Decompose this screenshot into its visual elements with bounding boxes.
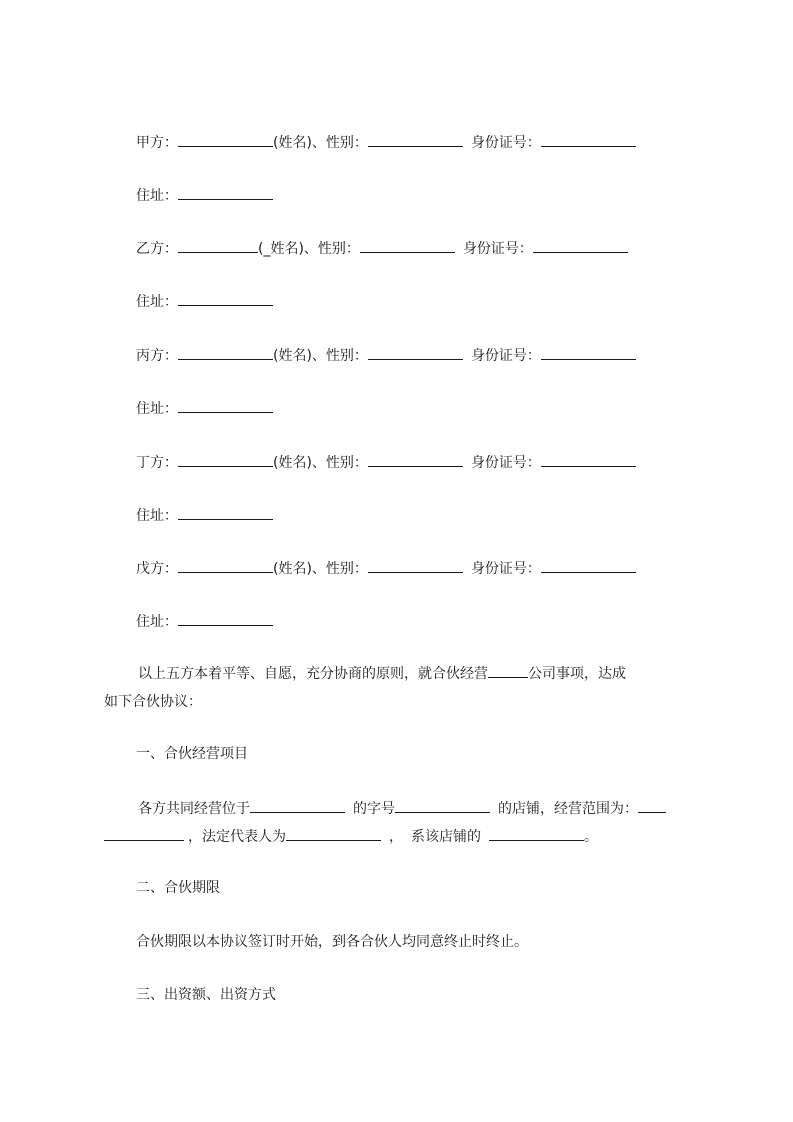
address-row-ding [136, 506, 273, 525]
name-gender-label: (姓名)、性别： [273, 348, 368, 364]
location-blank[interactable] [250, 799, 345, 813]
scope-blank[interactable] [638, 799, 666, 813]
section1-text: 各方共同经营位于 [138, 801, 250, 817]
address-label: 住址： [136, 401, 178, 417]
address-blank[interactable] [178, 399, 273, 413]
section3-heading: 三、出资额、出资方式 [136, 987, 276, 1003]
section1-text: 的字号 [353, 801, 395, 817]
name-gender-label: (姓名)、性别： [273, 455, 368, 471]
party-label: 甲方： [136, 135, 178, 151]
intro-paragraph [104, 660, 704, 716]
section1-text: 系该店铺的 [411, 829, 481, 845]
party-label: 乙方： [136, 241, 178, 257]
party-row-jia [136, 133, 636, 152]
gender-blank[interactable] [368, 133, 463, 147]
section1-heading: 一、合伙经营项目 [136, 746, 248, 762]
party-label: 丙方： [136, 348, 178, 364]
name-gender-label: (姓名)、性别： [273, 561, 368, 577]
company-blank[interactable] [488, 664, 528, 678]
address-row-bing [136, 399, 273, 418]
id-label: 身份证号： [470, 455, 541, 471]
brand-blank[interactable] [395, 799, 490, 813]
scope-blank-cont[interactable] [104, 827, 184, 841]
id-label: 身份证号： [470, 561, 541, 577]
section1-paragraph [104, 795, 704, 851]
party-label: 戊方： [136, 561, 178, 577]
name-blank[interactable] [178, 346, 273, 360]
address-label: 住址： [136, 188, 178, 204]
party-label: 丁方： [136, 455, 178, 471]
section2-body: 合伙期限以本协议签订时开始，到各合伙人均同意终止时终止。 [136, 934, 528, 950]
party-row-ding [136, 453, 636, 472]
name-blank[interactable] [178, 559, 273, 573]
id-blank[interactable] [533, 239, 628, 253]
gender-blank[interactable] [368, 453, 463, 467]
address-row-wu [136, 612, 273, 631]
address-row-yi [136, 292, 273, 311]
section2-heading: 二、合伙期限 [136, 880, 220, 896]
legal-rep-blank[interactable] [286, 827, 381, 841]
id-label: 身份证号： [470, 348, 541, 364]
id-blank[interactable] [541, 453, 636, 467]
name-blank[interactable] [178, 239, 258, 253]
name-blank[interactable] [178, 133, 273, 147]
address-label: 住址： [136, 508, 178, 524]
address-blank[interactable] [178, 612, 273, 626]
role-blank[interactable] [489, 827, 584, 841]
id-blank[interactable] [541, 133, 636, 147]
section1-text: 。 [584, 829, 598, 845]
gender-blank[interactable] [368, 346, 463, 360]
gender-blank[interactable] [360, 239, 455, 253]
id-blank[interactable] [541, 559, 636, 573]
id-label: 身份证号： [462, 241, 533, 257]
address-label: 住址： [136, 614, 178, 630]
party-row-yi [136, 239, 628, 258]
intro-text: 如下合伙协议： [104, 694, 202, 710]
address-blank[interactable] [178, 292, 273, 306]
section1-text: 的店铺，经营范围为： [498, 801, 638, 817]
name-blank[interactable] [178, 453, 273, 467]
section1-text: ，法定代表人为 [188, 829, 286, 845]
party-row-bing [136, 346, 636, 365]
party-row-wu [136, 559, 636, 578]
intro-text: 公司事项，达成 [528, 666, 626, 682]
name-gender-label: (_姓名)、性别： [258, 241, 360, 257]
gender-blank[interactable] [368, 559, 463, 573]
id-blank[interactable] [541, 346, 636, 360]
name-gender-label: (姓名)、性别： [273, 135, 368, 151]
id-label: 身份证号： [470, 135, 541, 151]
address-row-jia [136, 186, 273, 205]
address-label: 住址： [136, 294, 178, 310]
intro-text: 以上五方本着平等、自愿，充分协商的原则，就合伙经营 [138, 666, 488, 682]
address-blank[interactable] [178, 186, 273, 200]
section1-text: ， [389, 829, 403, 845]
address-blank[interactable] [178, 506, 273, 520]
